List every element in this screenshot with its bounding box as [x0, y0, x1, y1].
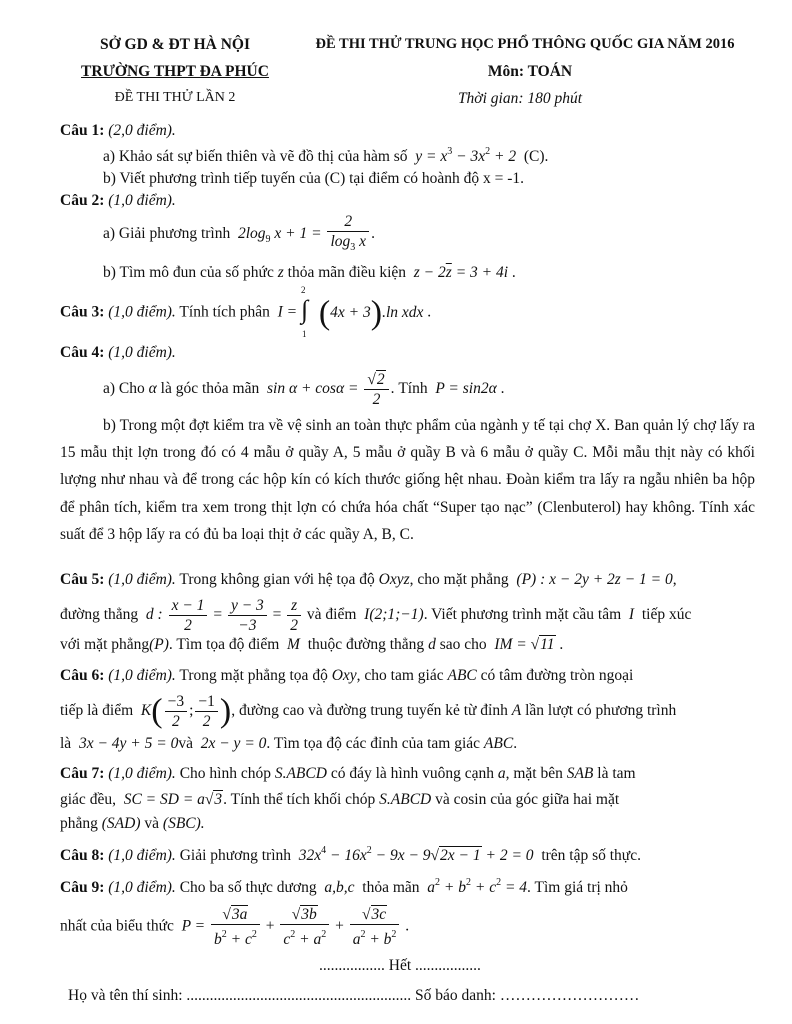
- candidate-info-line: Họ và tên thí sinh: .......................................................... Số báo danh: ………………………: [68, 987, 640, 1004]
- question-3: Câu 3: (1,0 điểm). Tính tích phân I = 2 ∫ 1 (4x + 3).ln xdx .: [60, 285, 432, 339]
- question-5-line-2: đường thẳng d : $\frac{x - 1}{2}$ = $\frac{y - 3}{-3}$ = $\frac{z}{2}$ và điểm I(2;1;−1). Viết phương trình mặt cầu tâm I tiếp xúc: [60, 597, 692, 634]
- question-7-line-3: phẳng (SAD) và (SBC).: [60, 815, 205, 832]
- exam-round: ĐỀ THI THỬ LẦN 2: [114, 90, 236, 105]
- question-1a: a) Khảo sát sự biến thiên và vẽ đồ thị của hàm số $y = x^3 - 3x^2 + 2$ (C).: [103, 146, 549, 165]
- question-8: Câu 8: (1,0 điểm). Giải phương trình $32x^4 - 16x^2 - 9x - 9√2x - 1 + 2 = 0$ trên tập số thực.: [60, 845, 641, 864]
- question-7-line-2: giác đều, SC = SD = a√3. Tính thể tích khối chóp S.ABCD và cosin của góc giữa hai mặt: [60, 791, 620, 808]
- question-6-line-1: Câu 6: (1,0 điểm). Trong mặt phẳng tọa độ Oxy, cho tam giác ABC có tâm đường tròn ngoại: [60, 667, 634, 684]
- question-5-line-3: với mặt phẳng(P). Tìm tọa độ điểm M thuộc đường thẳng d sao cho IM = √11 .: [60, 636, 564, 653]
- department-name: SỞ GD & ĐT HÀ NỘI: [100, 36, 250, 53]
- question-4a: a) Cho α là góc thỏa mãn sin α + cosα = $\frac{√2}{2}$ . Tính P = sin2α .: [103, 371, 505, 408]
- question-2a: a) Giải phương trình $2\log_9$ x + 1 = $\frac{2}{\log_3 x}$ .: [103, 213, 375, 253]
- question-1-heading: Câu 1: (2,0 điểm).: [60, 122, 176, 139]
- exam-title: ĐỀ THI THỬ TRUNG HỌC PHỔ THÔNG QUỐC GIA NĂM 2016: [315, 36, 735, 52]
- question-5-line-1: Câu 5: (1,0 điểm). Trong không gian với hệ tọa độ Oxyz, cho mặt phẳng (P) : x − 2y + 2z − 1 = 0,: [60, 571, 677, 588]
- question-4-heading: Câu 4: (1,0 điểm).: [60, 344, 176, 361]
- question-2b: b) Tìm mô đun của số phức z thỏa mãn điều kiện $z - 2\overline{z} = 3 + 4i$ .: [103, 264, 516, 281]
- question-6-line-3: là 3x − 4y + 5 = 0và 2x − y = 0. Tìm tọa độ các đỉnh của tam giác ABC.: [60, 735, 518, 752]
- exam-time: Thời gian: 180 phút: [457, 90, 583, 107]
- school-name: TRƯỜNG THPT ĐA PHÚC: [81, 63, 269, 80]
- question-9-line-1: Câu 9: (1,0 điểm). Cho ba số thực dương a,b,c thỏa mãn $a^2 + b^2 + c^2 = 4$. Tìm giá trị nhỏ: [60, 877, 628, 896]
- question-4b: b) Trong một đợt kiểm tra về vệ sinh an toàn thực phẩm của ngành y tế tại chợ X. Ban quản lý chợ lấy ra 15 mẫu thịt lợn trong đó có 4 mẫu ở quầy A, 5 mẫu ở quầy B và 6 mẫu ở quầy C. Mỗi mẫu thịt này có khối lượng như nhau và để trong các hộp kín có kích thước giống hệt nhau. Đoàn kiểm tra lấy ra ngẫu nhiên ba hộp để phân tích, kiểm tra xem trong thịt lợn có chứa hóa chất “Super tạo nạc” (Clenbuterol) hay không. Tính xác suất để 3 hộp lấy ra có đủ ba loại thịt ở các quầy A, B, C.: [60, 417, 755, 543]
- question-7-line-1: Câu 7: (1,0 điểm). Cho hình chóp S.ABCD có đáy là hình vuông cạnh a, mặt bên SAB là tam: [60, 765, 636, 782]
- end-marker: ................. Hết .................: [319, 957, 481, 974]
- question-9-line-2: nhất của biểu thức P = $\frac{√3a}{b^2 + c^2}$ + $\frac{√3b}{c^2 + a^2}$ + $\frac{√3c}{a^2 + b^2}$ .: [60, 906, 410, 948]
- subject-name: Môn: TOÁN: [487, 63, 573, 80]
- question-2-heading: Câu 2: (1,0 điểm).: [60, 192, 176, 209]
- question-6-line-2: tiếp là điểm K( $\frac{-3}{2}$ ; $\frac{-1}{2}$ ), đường cao và đường trung tuyến kẻ từ đỉnh A lần lượt có phương trình: [60, 692, 677, 730]
- question-1b: b) Viết phương trình tiếp tuyến của (C) tại điểm có hoành độ x = -1.: [103, 170, 525, 187]
